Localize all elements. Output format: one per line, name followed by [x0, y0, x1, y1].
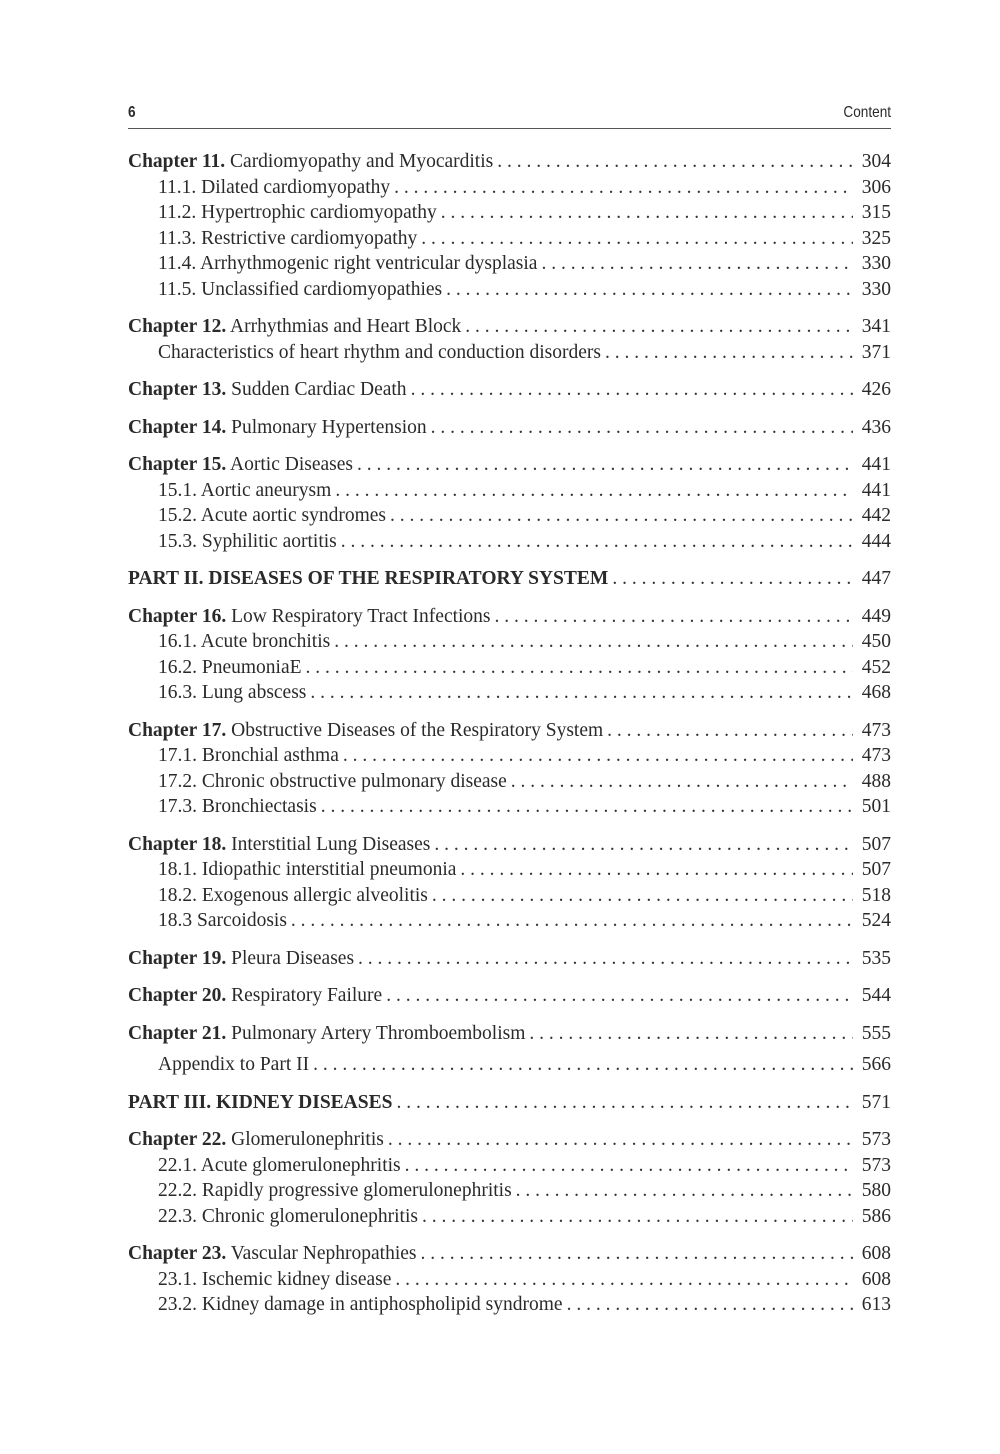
toc-part[interactable] [128, 568, 891, 594]
section-title: 18.2. Exogenous allergic alveolitis [158, 884, 428, 906]
chapter-title: Glomerulonephritis [231, 1129, 384, 1150]
page-ref: 571 [861, 1091, 891, 1113]
page-ref: 555 [861, 1022, 891, 1044]
chapter-prefix: Chapter 11. [128, 151, 226, 172]
toc-chapter[interactable] [128, 985, 891, 1011]
page-ref: 488 [861, 770, 891, 792]
chapter-title: Pulmonary Artery Thromboembolism [231, 1022, 526, 1044]
page-ref: 518 [861, 884, 891, 906]
chapter-prefix: Chapter 17. [128, 719, 227, 741]
page-ref: 586 [861, 1205, 891, 1227]
page-ref: 507 [861, 859, 891, 880]
page-ref: 573 [861, 1129, 891, 1150]
section-title: 11.1. Dilated cardiomyopathy [158, 176, 391, 198]
toc-section[interactable] [128, 631, 891, 657]
section-title: 17.2. Chronic obstructive pulmonary disease [158, 770, 507, 792]
dot-leader [511, 771, 853, 793]
page-ref: 535 [861, 947, 891, 969]
dot-leader [411, 379, 853, 401]
chapter-title: Sudden Cardiac Death [231, 379, 407, 400]
dot-leader [421, 1243, 854, 1265]
section-title: 17.1. Bronchial asthma [158, 745, 339, 766]
dot-leader [495, 606, 853, 628]
dot-leader [460, 859, 853, 881]
toc-chapter[interactable] [128, 1023, 891, 1049]
dot-leader [395, 1269, 853, 1291]
toc-section[interactable] [128, 796, 891, 822]
dot-leader [390, 505, 853, 527]
page-ref: 507 [861, 833, 891, 855]
toc-section[interactable] [128, 1155, 891, 1181]
dot-leader [405, 1155, 853, 1177]
toc-section[interactable] [128, 342, 891, 368]
section-title: 15.3. Syphilitic aortitis [158, 530, 337, 552]
toc-chapter[interactable] [128, 720, 891, 746]
toc-section[interactable] [128, 177, 891, 203]
toc-section[interactable] [128, 682, 891, 708]
dot-leader [567, 1294, 853, 1316]
toc-section[interactable] [128, 480, 891, 506]
part-title: PART III. KIDNEY DISEASES [128, 1091, 393, 1113]
section-title: 11.3. Restrictive cardiomyopathy [158, 227, 418, 249]
page-ref: 544 [861, 985, 891, 1006]
page-ref: 315 [861, 202, 891, 223]
dot-leader [335, 480, 853, 502]
section-title: 16.2. PneumoniaE [158, 656, 302, 678]
page-ref: 341 [861, 316, 891, 337]
toc-section[interactable] [128, 1206, 891, 1232]
toc-section[interactable] [128, 745, 891, 771]
dot-leader [313, 1054, 853, 1076]
chapter-title: Aortic Diseases [230, 454, 353, 475]
toc-section[interactable] [128, 885, 891, 911]
section-title: 23.1. Ischemic kidney disease [158, 1268, 392, 1290]
toc-section[interactable] [128, 771, 891, 797]
toc-chapter[interactable] [128, 417, 891, 443]
chapter-prefix: Chapter 15. [128, 454, 227, 475]
page-number: 6 [128, 104, 136, 121]
page-ref: 441 [861, 479, 891, 501]
toc-chapter[interactable] [128, 606, 891, 632]
section-title: 11.2. Hypertrophic cardiomyopathy [158, 202, 437, 223]
page-ref: 441 [861, 454, 891, 475]
chapter-prefix: Chapter 14. [128, 416, 227, 438]
dot-leader [612, 568, 853, 590]
toc-section[interactable] [128, 1180, 891, 1206]
toc-chapter[interactable] [128, 1129, 891, 1155]
toc-section[interactable] [128, 279, 891, 305]
toc-section[interactable] [128, 253, 891, 279]
chapter-prefix: Chapter 23. [128, 1243, 227, 1264]
dot-leader [357, 454, 853, 476]
dot-leader [386, 985, 853, 1007]
page-ref: 447 [861, 568, 891, 589]
dot-leader [396, 1092, 853, 1114]
page-ref: 452 [861, 656, 891, 678]
table-of-contents [128, 151, 891, 1320]
dot-leader [310, 682, 853, 704]
dot-leader [321, 796, 853, 818]
page-ref: 468 [861, 682, 891, 703]
toc-section[interactable] [128, 531, 891, 557]
section-title: 15.2. Acute aortic syndromes [158, 505, 386, 526]
section-title: 11.4. Arrhythmogenic right ventricular dysplasia [158, 253, 538, 274]
section-title: 18.3 Sarcoidosis [158, 910, 287, 931]
header-title: Content [843, 104, 891, 121]
toc-chapter[interactable] [128, 379, 891, 405]
dot-leader [358, 948, 853, 970]
section-title: 15.1. Aortic aneurysm [158, 479, 332, 501]
chapter-title: Interstitial Lung Diseases [231, 833, 431, 855]
chapter-title: Low Respiratory Tract Infections [231, 605, 491, 627]
dot-leader [541, 253, 853, 275]
toc-section[interactable] [128, 202, 891, 228]
chapter-title: Obstructive Diseases of the Respiratory System [231, 719, 604, 741]
page-ref: 473 [861, 745, 891, 766]
dot-leader [291, 910, 853, 932]
dot-leader [422, 1206, 853, 1228]
section-title: Characteristics of heart rhythm and conduction disorders [158, 341, 601, 363]
section-title: 22.2. Rapidly progressive glomerulonephritis [158, 1180, 512, 1201]
section-title: 17.3. Bronchiectasis [158, 796, 317, 817]
page-ref: 573 [861, 1154, 891, 1176]
chapter-title: Arrhythmias and Heart Block [230, 316, 462, 337]
page-ref: 450 [861, 631, 891, 652]
page-ref: 325 [861, 227, 891, 249]
toc-section[interactable] [128, 859, 891, 885]
toc-section[interactable] [128, 1269, 891, 1295]
toc-chapter[interactable] [128, 834, 891, 860]
chapter-prefix: Chapter 13. [128, 379, 227, 400]
section-title: Appendix to Part II [158, 1054, 310, 1075]
dot-leader [306, 657, 853, 679]
chapter-title: Cardiomyopathy and Myocarditis [230, 151, 494, 172]
toc-section[interactable] [128, 657, 891, 683]
page-ref: 426 [861, 379, 891, 400]
dot-leader [497, 151, 853, 173]
page-ref: 330 [861, 253, 891, 274]
dot-leader [388, 1129, 853, 1151]
page-ref: 449 [861, 605, 891, 627]
section-title: 16.3. Lung abscess [158, 682, 307, 703]
running-header [128, 104, 891, 129]
chapter-title: Pulmonary Hypertension [231, 416, 427, 438]
toc-chapter[interactable] [128, 316, 891, 342]
dot-leader [465, 316, 853, 338]
dot-leader [529, 1023, 853, 1045]
page-ref: 473 [861, 719, 891, 741]
section-title: 22.1. Acute glomerulonephritis [158, 1154, 401, 1176]
toc-part[interactable] [128, 1092, 891, 1118]
dot-leader [607, 720, 853, 742]
page-ref: 304 [861, 151, 891, 172]
chapter-prefix: Chapter 20. [128, 985, 227, 1006]
page-ref: 444 [861, 530, 891, 552]
chapter-prefix: Chapter 16. [128, 605, 227, 627]
chapter-prefix: Chapter 22. [128, 1129, 227, 1150]
toc-section[interactable] [128, 910, 891, 936]
section-title: 18.1. Idiopathic interstitial pneumonia [158, 859, 457, 880]
toc-chapter[interactable] [128, 151, 891, 177]
toc-chapter[interactable] [128, 948, 891, 974]
page-ref: 371 [861, 341, 891, 363]
chapter-title: Respiratory Failure [231, 985, 383, 1006]
dot-leader [434, 834, 853, 856]
dot-leader [341, 531, 853, 553]
chapter-prefix: Chapter 12. [128, 316, 227, 337]
dot-leader [605, 342, 853, 364]
page-ref: 306 [861, 176, 891, 198]
chapter-title: Vascular Nephropathies [230, 1243, 417, 1264]
dot-leader [432, 885, 853, 907]
section-title: 22.3. Chronic glomerulonephritis [158, 1205, 418, 1227]
toc-section[interactable] [128, 228, 891, 254]
page-ref: 608 [861, 1268, 891, 1290]
page-ref: 608 [861, 1243, 891, 1264]
dot-leader [446, 279, 853, 301]
toc-section[interactable] [128, 505, 891, 531]
dot-leader [334, 631, 853, 653]
page-ref: 524 [861, 910, 891, 931]
page-ref: 613 [861, 1294, 891, 1315]
dot-leader [394, 177, 853, 199]
page-ref: 566 [861, 1054, 891, 1075]
toc-chapter[interactable] [128, 1243, 891, 1269]
page-ref: 501 [861, 796, 891, 817]
dot-leader [431, 417, 853, 439]
chapter-prefix: Chapter 21. [128, 1022, 227, 1044]
chapter-title: Pleura Diseases [231, 947, 355, 969]
toc-section[interactable] [128, 1294, 891, 1320]
dot-leader [421, 228, 853, 250]
section-title: 16.1. Acute bronchitis [158, 631, 331, 652]
chapter-prefix: Chapter 18. [128, 833, 227, 855]
dot-leader [516, 1180, 853, 1202]
page-ref: 442 [861, 505, 891, 526]
dot-leader [441, 202, 853, 224]
section-title: 23.2. Kidney damage in antiphospholipid syndrome [158, 1294, 563, 1315]
toc-section[interactable] [128, 1054, 891, 1080]
page-ref: 580 [861, 1180, 891, 1201]
chapter-prefix: Chapter 19. [128, 947, 227, 969]
page-ref: 436 [861, 416, 891, 438]
section-title: 11.5. Unclassified cardiomyopathies [158, 278, 443, 300]
toc-chapter[interactable] [128, 454, 891, 480]
dot-leader [343, 745, 853, 767]
part-title: PART II. DISEASES OF THE RESPIRATORY SYSTEM [128, 568, 609, 589]
page-ref: 330 [861, 278, 891, 300]
